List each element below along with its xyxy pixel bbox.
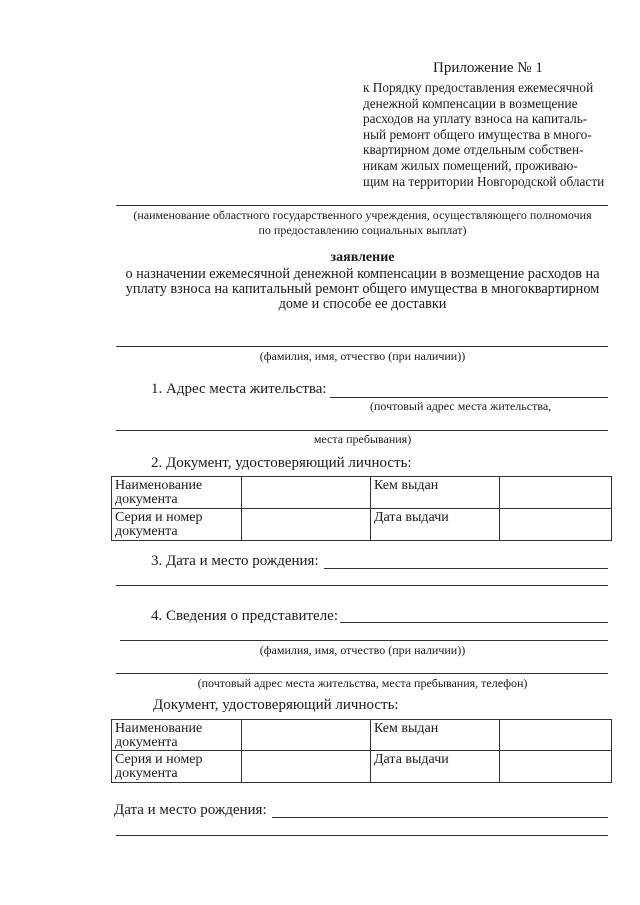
institution-field[interactable]	[116, 205, 608, 206]
representative-document-table	[111, 719, 612, 783]
doc-series-input[interactable]	[242, 509, 371, 541]
doc-issued-by-input[interactable]	[500, 477, 612, 509]
form-subtitle-line: доме и способе ее доставки	[278, 296, 447, 312]
appendix-line: денежной компенсации в возмещение	[363, 95, 578, 111]
address-label: 1. Адрес места жительства:	[151, 381, 327, 397]
representative-identity-label: Документ, удостоверяющий личность:	[153, 697, 399, 713]
form-title: заявление	[330, 250, 395, 265]
form-subtitle	[100, 267, 625, 312]
identity-document-table	[111, 476, 612, 541]
appendix-line: ный ремонт общего имущества в много-	[363, 126, 592, 142]
birth-field-continued[interactable]	[116, 585, 608, 586]
doc-series-label: Серия и номер документа	[112, 509, 242, 541]
rep-doc-series-label: Серия и номер документа	[112, 751, 242, 783]
address-field-continued[interactable]	[116, 430, 608, 431]
appendix-line: к Порядку предоставления ежемесячной	[363, 80, 594, 95]
institution-caption-1: (наименование областного государственного учреждения, осуществляющего полномочия	[133, 208, 592, 222]
rep-doc-name-label: Наименование документа	[112, 720, 242, 751]
birth-field[interactable]	[324, 568, 608, 569]
form-subtitle-line: уплату взноса на капитальный ремонт общего имущества в многоквартирном	[125, 281, 600, 297]
appendix-line: квартирном доме отдельным собствен-	[363, 142, 584, 158]
address-caption-2: места пребывания)	[313, 432, 412, 446]
representative-birth-label: Дата и место рождения:	[114, 802, 267, 818]
appendix-reference	[363, 80, 618, 189]
doc-name-label: Наименование документа	[112, 477, 242, 509]
representative-birth-field-continued[interactable]	[116, 835, 608, 836]
doc-date-input[interactable]	[500, 509, 612, 541]
representative-fio-field[interactable]	[120, 640, 608, 641]
doc-date-label: Дата выдачи	[371, 509, 500, 541]
doc-name-input[interactable]	[242, 477, 371, 509]
representative-fio-caption: (фамилия, имя, отчество (при наличии))	[259, 643, 466, 657]
representative-address-field[interactable]	[116, 673, 608, 674]
rep-doc-date-input[interactable]	[500, 751, 612, 783]
appendix-line: расходов на уплату взноса на капиталь-	[363, 111, 588, 127]
rep-doc-name-input[interactable]	[242, 720, 371, 751]
doc-issued-by-label: Кем выдан	[371, 477, 500, 509]
representative-label: 4. Сведения о представителе:	[151, 608, 339, 624]
representative-field[interactable]	[340, 622, 608, 623]
form-subtitle-line: о назначении ежемесячной денежной компенсации в возмещение расходов на	[125, 266, 600, 282]
address-field[interactable]	[330, 397, 608, 398]
rep-doc-issued-by-input[interactable]	[500, 720, 612, 751]
birth-label: 3. Дата и место рождения:	[151, 553, 319, 569]
institution-caption-2: по предоставлению социальных выплат)	[258, 223, 467, 237]
appendix-line: никам жилых помещений, проживаю-	[363, 157, 578, 173]
address-caption-1: (почтовый адрес места жительства,	[370, 399, 552, 413]
representative-birth-field[interactable]	[272, 817, 608, 818]
representative-address-caption: (почтовый адрес места жительства, места пребывания, телефон)	[197, 676, 528, 690]
appendix-title: Приложение № 1	[433, 60, 543, 76]
applicant-fio-field[interactable]	[116, 346, 608, 347]
identity-label: 2. Документ, удостоверяющий личность:	[151, 455, 412, 471]
rep-doc-series-input[interactable]	[242, 751, 371, 783]
rep-doc-issued-by-label: Кем выдан	[371, 720, 500, 751]
rep-doc-date-label: Дата выдачи	[371, 751, 500, 783]
applicant-fio-caption: (фамилия, имя, отчество (при наличии))	[259, 349, 466, 363]
appendix-line: щим на территории Новгородской области	[363, 173, 605, 189]
